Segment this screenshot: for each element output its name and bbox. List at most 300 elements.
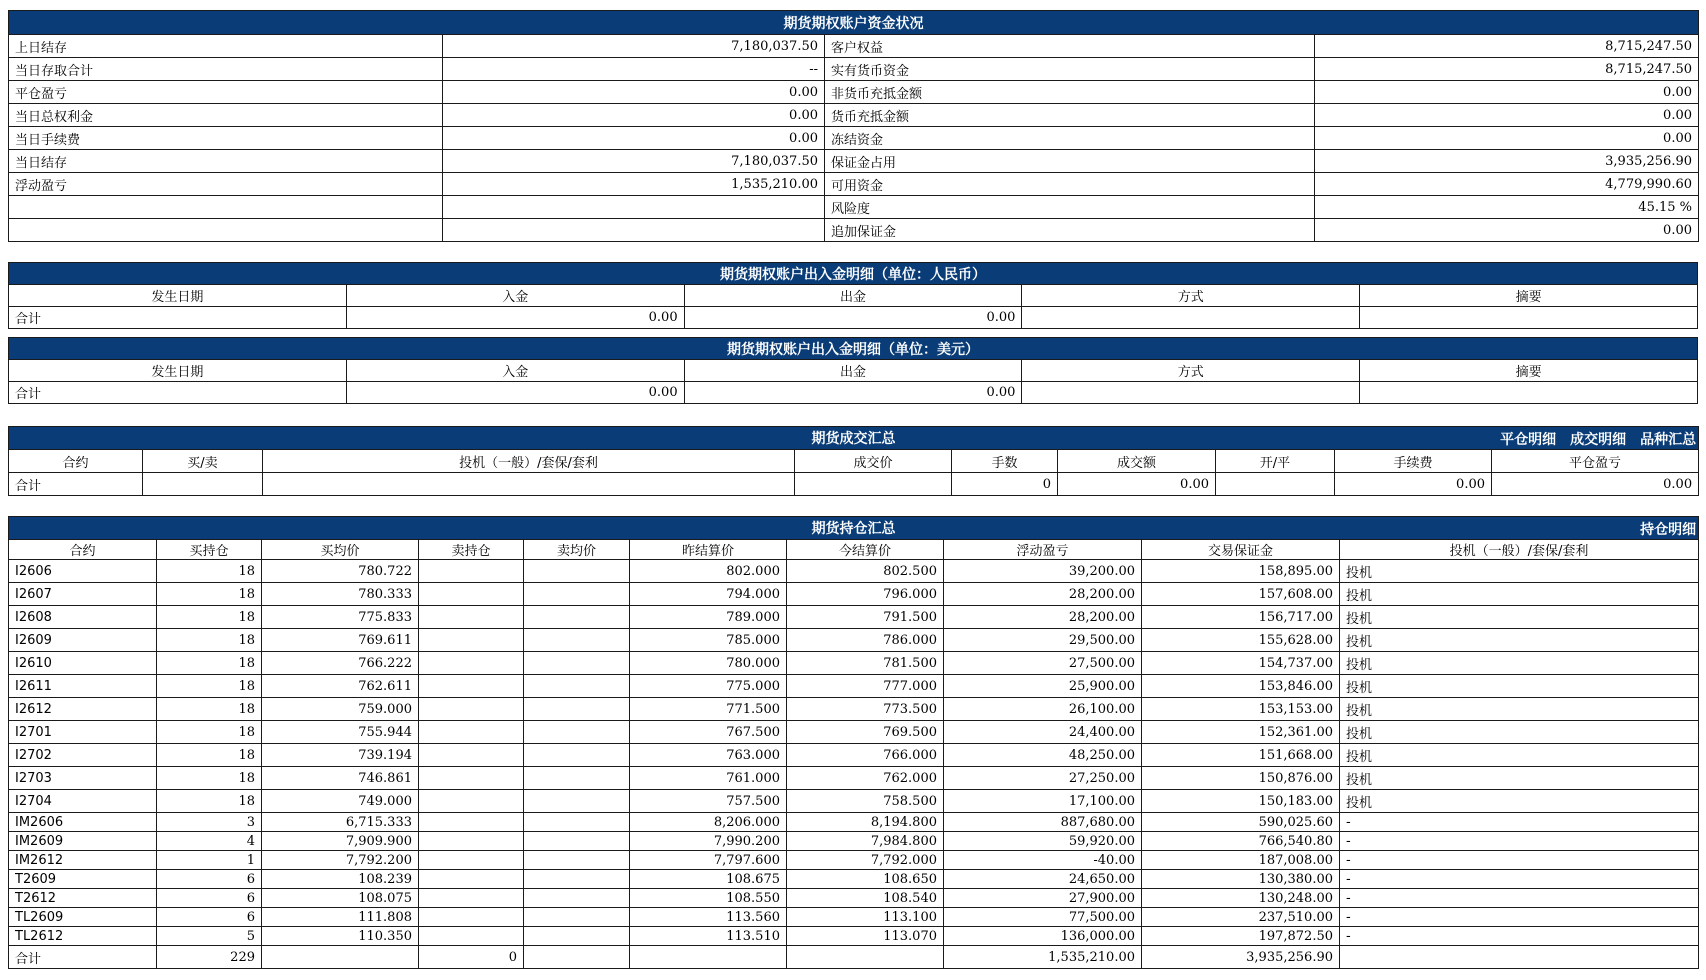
position-value: 6	[157, 889, 262, 908]
contract-cell: IM2609	[9, 832, 157, 851]
position-value	[419, 583, 524, 606]
position-value: 18	[157, 767, 262, 790]
position-value	[419, 744, 524, 767]
column-header: 今结算价	[787, 540, 944, 560]
position-value: 59,920.00	[944, 832, 1142, 851]
column-header: 交易保证金	[1142, 540, 1340, 560]
position-value: 18	[157, 675, 262, 698]
position-value: 113.070	[787, 927, 944, 946]
summary-value: 8,715,247.50	[1315, 35, 1699, 58]
contract-cell: I2704	[9, 790, 157, 813]
position-value	[524, 832, 630, 851]
column-header: 发生日期	[9, 360, 347, 382]
position-value: 130,248.00	[1142, 889, 1340, 908]
summary-label: 当日存取合计	[9, 58, 443, 81]
position-value: 3	[157, 813, 262, 832]
position-value	[524, 698, 630, 721]
position-value: 187,008.00	[1142, 851, 1340, 870]
column-header: 手续费	[1335, 450, 1492, 473]
total-label: 合计	[9, 473, 143, 496]
position-value: 108.650	[787, 870, 944, 889]
summary-value: --	[443, 58, 825, 81]
total-value: 0.00	[1058, 473, 1216, 496]
position-value: 投机	[1340, 606, 1699, 629]
position-value: 24,650.00	[944, 870, 1142, 889]
position-row	[9, 908, 1699, 927]
position-value: 749.000	[262, 790, 419, 813]
position-row	[9, 870, 1699, 889]
position-value: 781.500	[787, 652, 944, 675]
summary-label: 实有货币资金	[825, 58, 1315, 81]
positions-title: 期货持仓汇总 持仓明细	[9, 517, 1699, 540]
position-row	[9, 813, 1699, 832]
position-value: 108.550	[630, 889, 787, 908]
position-value: 29,500.00	[944, 629, 1142, 652]
account-summary-row	[9, 196, 1699, 219]
account-summary-row	[9, 35, 1699, 58]
position-value	[419, 629, 524, 652]
position-value	[419, 698, 524, 721]
position-value: 153,153.00	[1142, 698, 1340, 721]
position-value: 28,200.00	[944, 606, 1142, 629]
position-value: 802.500	[787, 560, 944, 583]
positions-total-row	[9, 946, 1699, 969]
position-value: 771.500	[630, 698, 787, 721]
summary-value: 4,779,990.60	[1315, 173, 1699, 196]
summary-label: 当日结存	[9, 150, 443, 173]
account-summary-row	[9, 150, 1699, 173]
contract-cell: T2612	[9, 889, 157, 908]
position-row	[9, 675, 1699, 698]
position-value: 786.000	[787, 629, 944, 652]
position-value: 27,500.00	[944, 652, 1142, 675]
summary-label: 上日结存	[9, 35, 443, 58]
position-value: 762.611	[262, 675, 419, 698]
position-value	[419, 606, 524, 629]
position-value: -	[1340, 813, 1699, 832]
trades-link-trade-detail[interactable]: 成交明细	[1570, 432, 1627, 448]
position-value: 17,100.00	[944, 790, 1142, 813]
position-value: 27,250.00	[944, 767, 1142, 790]
total-label: 合计	[9, 946, 157, 969]
position-value: 136,000.00	[944, 927, 1142, 946]
position-row	[9, 606, 1699, 629]
summary-value: 0.00	[443, 81, 825, 104]
column-header: 成交价	[795, 450, 952, 473]
summary-label: 货币充抵金额	[825, 104, 1315, 127]
summary-value: 8,715,247.50	[1315, 58, 1699, 81]
position-value: 18	[157, 583, 262, 606]
account-summary-row	[9, 104, 1699, 127]
position-value	[419, 927, 524, 946]
total-value: 0.00	[1335, 473, 1492, 496]
position-value	[524, 583, 630, 606]
account-summary-row	[9, 173, 1699, 196]
position-value: 762.000	[787, 767, 944, 790]
contract-cell: I2609	[9, 629, 157, 652]
contract-cell: IM2612	[9, 851, 157, 870]
positions-header-row	[9, 540, 1699, 560]
position-row	[9, 721, 1699, 744]
column-header: 卖持仓	[419, 540, 524, 560]
contract-cell: I2607	[9, 583, 157, 606]
position-row	[9, 889, 1699, 908]
summary-label: 平仓盈亏	[9, 81, 443, 104]
position-value	[524, 908, 630, 927]
total-label: 合计	[9, 307, 347, 329]
position-value: 1	[157, 851, 262, 870]
position-value: 7,984.800	[787, 832, 944, 851]
cash-rmb-header-row	[9, 285, 1698, 307]
total-value	[1022, 382, 1360, 404]
contract-cell: I2703	[9, 767, 157, 790]
summary-value: 1,535,210.00	[443, 173, 825, 196]
position-value: 155,628.00	[1142, 629, 1340, 652]
trades-table	[8, 426, 1699, 496]
summary-label	[9, 196, 443, 219]
summary-label: 客户权益	[825, 35, 1315, 58]
position-value: 777.000	[787, 675, 944, 698]
position-value: 746.861	[262, 767, 419, 790]
contract-cell: TL2609	[9, 908, 157, 927]
position-value	[524, 721, 630, 744]
column-header: 卖均价	[524, 540, 630, 560]
cash-rmb-title: 期货期权账户出入金明细（单位：人民币）	[9, 263, 1698, 285]
contract-cell: I2612	[9, 698, 157, 721]
column-header: 昨结算价	[630, 540, 787, 560]
total-value	[524, 946, 630, 969]
position-value: 6	[157, 870, 262, 889]
summary-label: 当日总权利金	[9, 104, 443, 127]
position-value: 113.510	[630, 927, 787, 946]
position-value: 投机	[1340, 675, 1699, 698]
position-value: -40.00	[944, 851, 1142, 870]
position-value: 739.194	[262, 744, 419, 767]
position-value: 8,206.000	[630, 813, 787, 832]
position-value: 796.000	[787, 583, 944, 606]
column-header: 入金	[346, 285, 684, 307]
position-row	[9, 744, 1699, 767]
position-value: 18	[157, 790, 262, 813]
summary-value: 7,180,037.50	[443, 35, 825, 58]
contract-cell: T2609	[9, 870, 157, 889]
column-header: 买持仓	[157, 540, 262, 560]
total-value: 3,935,256.90	[1142, 946, 1340, 969]
cash-rmb-total-row	[9, 307, 1698, 329]
summary-value: 0.00	[443, 127, 825, 150]
column-header: 投机（一般）/套保/套利	[1340, 540, 1699, 560]
summary-label	[9, 219, 443, 242]
summary-value: 3,935,256.90	[1315, 150, 1699, 173]
cash-usd-total-row	[9, 382, 1698, 404]
position-value: 18	[157, 629, 262, 652]
total-label: 合计	[9, 382, 347, 404]
position-value	[524, 744, 630, 767]
position-value: 780.722	[262, 560, 419, 583]
total-value: 229	[157, 946, 262, 969]
position-value: 113.560	[630, 908, 787, 927]
total-value	[795, 473, 952, 496]
position-row	[9, 583, 1699, 606]
column-header: 合约	[9, 450, 143, 473]
position-value: 791.500	[787, 606, 944, 629]
position-value: 789.000	[630, 606, 787, 629]
position-value: 4	[157, 832, 262, 851]
summary-value	[443, 219, 825, 242]
position-value: 802.000	[630, 560, 787, 583]
column-header: 成交额	[1058, 450, 1216, 473]
position-value	[419, 870, 524, 889]
total-value: 0.00	[346, 307, 684, 329]
position-value: 152,361.00	[1142, 721, 1340, 744]
position-value: 27,900.00	[944, 889, 1142, 908]
column-header: 买均价	[262, 540, 419, 560]
contract-cell: IM2606	[9, 813, 157, 832]
position-value	[524, 813, 630, 832]
position-value	[524, 606, 630, 629]
position-value: -	[1340, 851, 1699, 870]
position-value	[524, 629, 630, 652]
position-value: 157,608.00	[1142, 583, 1340, 606]
contract-cell: I2606	[9, 560, 157, 583]
column-header: 合约	[9, 540, 157, 560]
position-value: 投机	[1340, 652, 1699, 675]
position-value: 25,900.00	[944, 675, 1142, 698]
position-value: 130,380.00	[1142, 870, 1340, 889]
account-summary-row	[9, 58, 1699, 81]
position-value: -	[1340, 908, 1699, 927]
position-value: 775.833	[262, 606, 419, 629]
position-value: 757.500	[630, 790, 787, 813]
column-header: 摘要	[1360, 285, 1698, 307]
positions-table	[8, 516, 1699, 969]
position-row	[9, 652, 1699, 675]
position-value: 108.239	[262, 870, 419, 889]
position-value: 158,895.00	[1142, 560, 1340, 583]
position-value: 投机	[1340, 744, 1699, 767]
position-value: 197,872.50	[1142, 927, 1340, 946]
column-header: 手数	[952, 450, 1058, 473]
account-summary-row	[9, 219, 1699, 242]
position-value: 108.675	[630, 870, 787, 889]
position-value	[524, 927, 630, 946]
position-value: 113.100	[787, 908, 944, 927]
position-value: 7,792.200	[262, 851, 419, 870]
position-row	[9, 790, 1699, 813]
position-value: 785.000	[630, 629, 787, 652]
trades-header-row	[9, 450, 1699, 473]
summary-label: 浮动盈亏	[9, 173, 443, 196]
position-row	[9, 832, 1699, 851]
cash-usd-table	[8, 337, 1698, 404]
summary-value: 0.00	[1315, 127, 1699, 150]
position-value: 766,540.80	[1142, 832, 1340, 851]
total-value: 0.00	[1492, 473, 1699, 496]
position-value: 769.611	[262, 629, 419, 652]
summary-label: 非货币充抵金额	[825, 81, 1315, 104]
column-header: 浮动盈亏	[944, 540, 1142, 560]
position-row	[9, 560, 1699, 583]
position-value: -	[1340, 889, 1699, 908]
position-value	[524, 889, 630, 908]
position-value: 18	[157, 560, 262, 583]
position-value: 5	[157, 927, 262, 946]
total-value: 0	[952, 473, 1058, 496]
position-value: 24,400.00	[944, 721, 1142, 744]
position-value	[419, 908, 524, 927]
position-value: 6	[157, 908, 262, 927]
total-value	[1360, 382, 1698, 404]
position-value: 237,510.00	[1142, 908, 1340, 927]
summary-value: 0.00	[443, 104, 825, 127]
position-value: 761.000	[630, 767, 787, 790]
position-value: 28,200.00	[944, 583, 1142, 606]
position-value: 769.500	[787, 721, 944, 744]
position-value: 7,909.900	[262, 832, 419, 851]
summary-label: 当日手续费	[9, 127, 443, 150]
position-value	[524, 767, 630, 790]
position-value	[524, 560, 630, 583]
position-value: 投机	[1340, 721, 1699, 744]
total-value	[143, 473, 263, 496]
position-value: 投机	[1340, 790, 1699, 813]
position-value: 7,797.600	[630, 851, 787, 870]
column-header: 开/平	[1216, 450, 1335, 473]
position-value	[419, 652, 524, 675]
summary-value: 0.00	[1315, 219, 1699, 242]
positions-link-detail[interactable]: 持仓明细	[1640, 522, 1697, 538]
position-value: 590,025.60	[1142, 813, 1340, 832]
position-value: 110.350	[262, 927, 419, 946]
position-value: 18	[157, 652, 262, 675]
trades-title: 期货成交汇总 平仓明细 成交明细 品种汇总	[9, 427, 1699, 450]
column-header: 方式	[1022, 285, 1360, 307]
position-value	[524, 870, 630, 889]
cash-usd-title: 期货期权账户出入金明细（单位：美元）	[9, 338, 1698, 360]
contract-cell: TL2612	[9, 927, 157, 946]
position-value: 投机	[1340, 560, 1699, 583]
position-value: 780.000	[630, 652, 787, 675]
position-value	[524, 675, 630, 698]
account-summary-table	[8, 10, 1699, 242]
position-value: 150,876.00	[1142, 767, 1340, 790]
position-value	[524, 851, 630, 870]
position-value: 763.000	[630, 744, 787, 767]
summary-value: 0.00	[1315, 81, 1699, 104]
position-value: -	[1340, 832, 1699, 851]
position-row	[9, 851, 1699, 870]
position-row	[9, 927, 1699, 946]
column-header: 入金	[346, 360, 684, 382]
position-value: 18	[157, 721, 262, 744]
position-value: 150,183.00	[1142, 790, 1340, 813]
column-header: 发生日期	[9, 285, 347, 307]
summary-label: 可用资金	[825, 173, 1315, 196]
column-header: 买/卖	[143, 450, 263, 473]
position-value	[419, 767, 524, 790]
position-value	[524, 652, 630, 675]
summary-label: 追加保证金	[825, 219, 1315, 242]
position-value	[419, 675, 524, 698]
position-value: 766.000	[787, 744, 944, 767]
position-value: 773.500	[787, 698, 944, 721]
total-value: 1,535,210.00	[944, 946, 1142, 969]
cash-usd-header-row	[9, 360, 1698, 382]
cash-rmb-table	[8, 262, 1698, 329]
contract-cell: I2608	[9, 606, 157, 629]
position-value: 6,715.333	[262, 813, 419, 832]
position-value	[419, 560, 524, 583]
summary-value: 0.00	[1315, 104, 1699, 127]
position-row	[9, 698, 1699, 721]
position-value: 767.500	[630, 721, 787, 744]
position-value: -	[1340, 927, 1699, 946]
position-value: 755.944	[262, 721, 419, 744]
total-value	[1360, 307, 1698, 329]
total-value	[1340, 946, 1699, 969]
position-value	[419, 832, 524, 851]
position-value: 759.000	[262, 698, 419, 721]
column-header: 方式	[1022, 360, 1360, 382]
position-value	[419, 889, 524, 908]
position-value: 151,668.00	[1142, 744, 1340, 767]
account-summary-row	[9, 127, 1699, 150]
column-header: 投机（一般）/套保/套利	[263, 450, 795, 473]
position-row	[9, 767, 1699, 790]
column-header: 出金	[684, 360, 1022, 382]
position-value: 18	[157, 698, 262, 721]
trades-total-row	[9, 473, 1699, 496]
total-value	[262, 946, 419, 969]
contract-cell: I2611	[9, 675, 157, 698]
position-value	[419, 721, 524, 744]
contract-cell: I2702	[9, 744, 157, 767]
total-value	[1216, 473, 1335, 496]
position-value: 26,100.00	[944, 698, 1142, 721]
column-header: 平仓盈亏	[1492, 450, 1699, 473]
position-value: 775.000	[630, 675, 787, 698]
position-value: 111.808	[262, 908, 419, 927]
summary-label: 冻结资金	[825, 127, 1315, 150]
trades-link-product-summary[interactable]: 品种汇总	[1640, 432, 1697, 448]
account-summary-row	[9, 81, 1699, 104]
position-value: -	[1340, 870, 1699, 889]
position-value: 投机	[1340, 698, 1699, 721]
contract-cell: I2701	[9, 721, 157, 744]
position-value: 投机	[1340, 629, 1699, 652]
trades-link-close-detail[interactable]: 平仓明细	[1500, 432, 1557, 448]
position-value: 18	[157, 744, 262, 767]
position-value: 39,200.00	[944, 560, 1142, 583]
position-value: 8,194.800	[787, 813, 944, 832]
position-value: 108.075	[262, 889, 419, 908]
position-value: 投机	[1340, 767, 1699, 790]
total-value	[263, 473, 795, 496]
position-value: 投机	[1340, 583, 1699, 606]
account-summary-title: 期货期权账户资金状况	[9, 11, 1699, 35]
total-value: 0.00	[684, 307, 1022, 329]
total-value	[630, 946, 787, 969]
position-value	[524, 790, 630, 813]
position-value	[419, 790, 524, 813]
column-header: 出金	[684, 285, 1022, 307]
summary-label: 风险度	[825, 196, 1315, 219]
position-value: 154,737.00	[1142, 652, 1340, 675]
position-value: 108.540	[787, 889, 944, 908]
position-value: 766.222	[262, 652, 419, 675]
total-value: 0	[419, 946, 524, 969]
position-value: 77,500.00	[944, 908, 1142, 927]
